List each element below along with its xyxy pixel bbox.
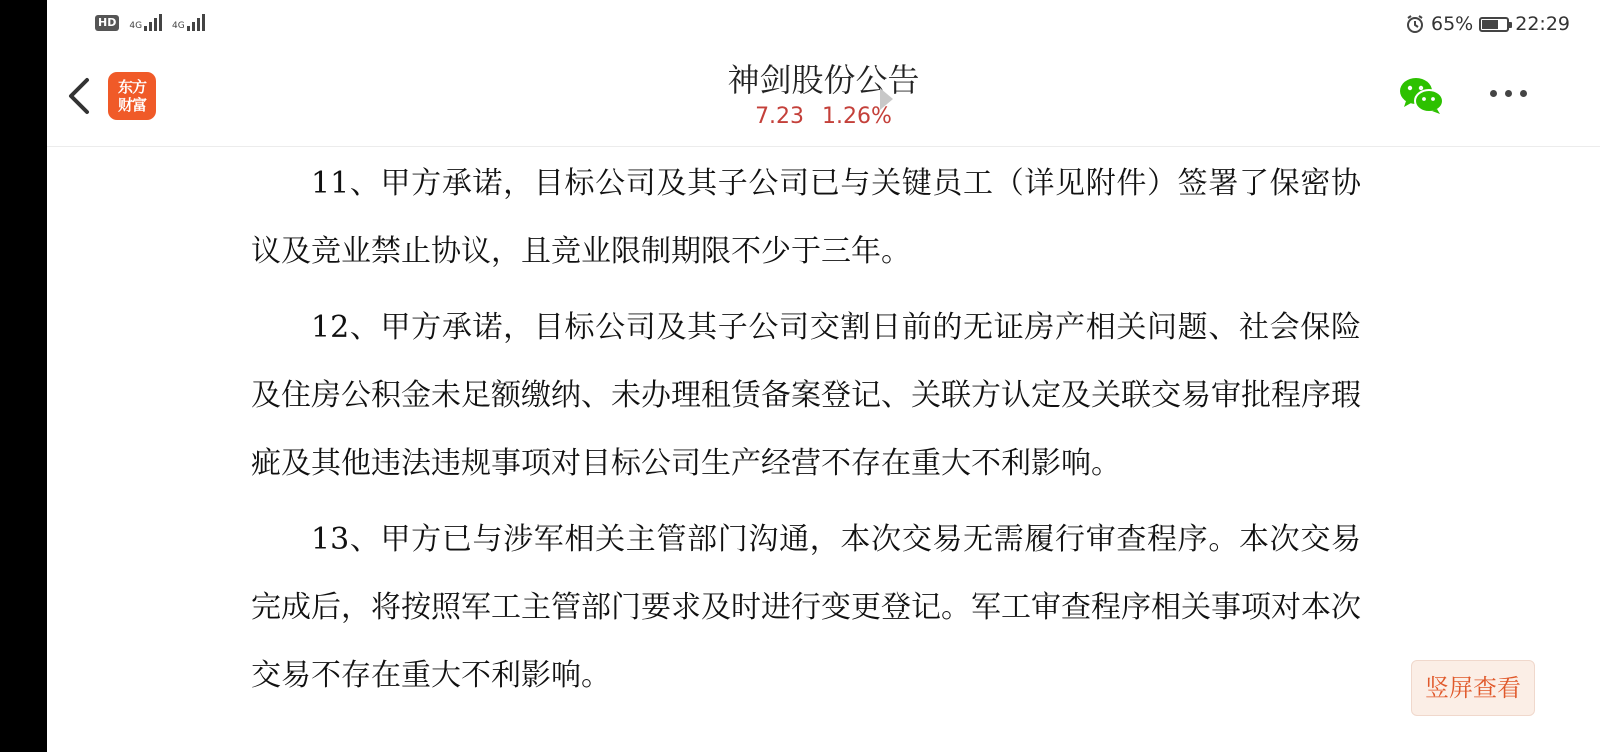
triangle-right-icon[interactable] xyxy=(880,88,893,110)
battery-percent: 65% xyxy=(1431,13,1474,35)
signal-icon xyxy=(187,14,205,31)
status-bar xyxy=(47,0,1600,50)
header xyxy=(47,50,1600,147)
document-content xyxy=(251,150,1361,710)
alarm-icon xyxy=(1405,14,1425,34)
battery-fill xyxy=(1482,20,1498,29)
network-label-1: 4G xyxy=(129,21,143,31)
page-title: 神剑股份公告 xyxy=(727,61,920,99)
title-block xyxy=(47,58,1600,132)
status-right xyxy=(1405,13,1570,35)
stock-price: 7.23 xyxy=(755,104,805,129)
stock-change: 1.26% xyxy=(822,104,892,129)
wechat-icon[interactable] xyxy=(1398,76,1446,116)
portrait-view-button[interactable]: 竖屏查看 xyxy=(1411,660,1535,716)
battery-icon xyxy=(1479,17,1509,32)
signal-2 xyxy=(172,14,205,31)
stock-quote xyxy=(47,102,1600,132)
app-screen xyxy=(47,0,1600,752)
logo-line-1: 东方 xyxy=(117,78,146,96)
status-left xyxy=(95,14,205,31)
network-label-2: 4G xyxy=(172,21,185,31)
more-icon[interactable] xyxy=(1490,90,1527,97)
paragraph: 13、甲方已与涉军相关主管部门沟通，本次交易无需履行审查程序。本次交易完成后，将按照军工主管部门要求及时进行变更登记。军工审查程序相关事项对本次交易不存在重大不利影响。 xyxy=(251,522,1361,693)
signal-icon xyxy=(144,14,162,31)
clock: 22:29 xyxy=(1515,13,1570,35)
paragraph: 11、甲方承诺，目标公司及其子公司已与关键员工（详见附件）签署了保密协议及竞业禁止协议，且竞业限制期限不少于三年。 xyxy=(251,166,1361,269)
signal-1 xyxy=(129,14,162,31)
logo-line-2: 财富 xyxy=(117,96,146,114)
paragraph: 12、甲方承诺，目标公司及其子公司交割日前的无证房产相关问题、社会保险及住房公积金未足额缴纳、未办理租赁备案登记、关联方认定及关联交易审批程序瑕疵及其他违法违规事项对目标公司生产经营不存在重大不利影响。 xyxy=(251,310,1361,481)
hd-badge: HD xyxy=(95,15,119,31)
